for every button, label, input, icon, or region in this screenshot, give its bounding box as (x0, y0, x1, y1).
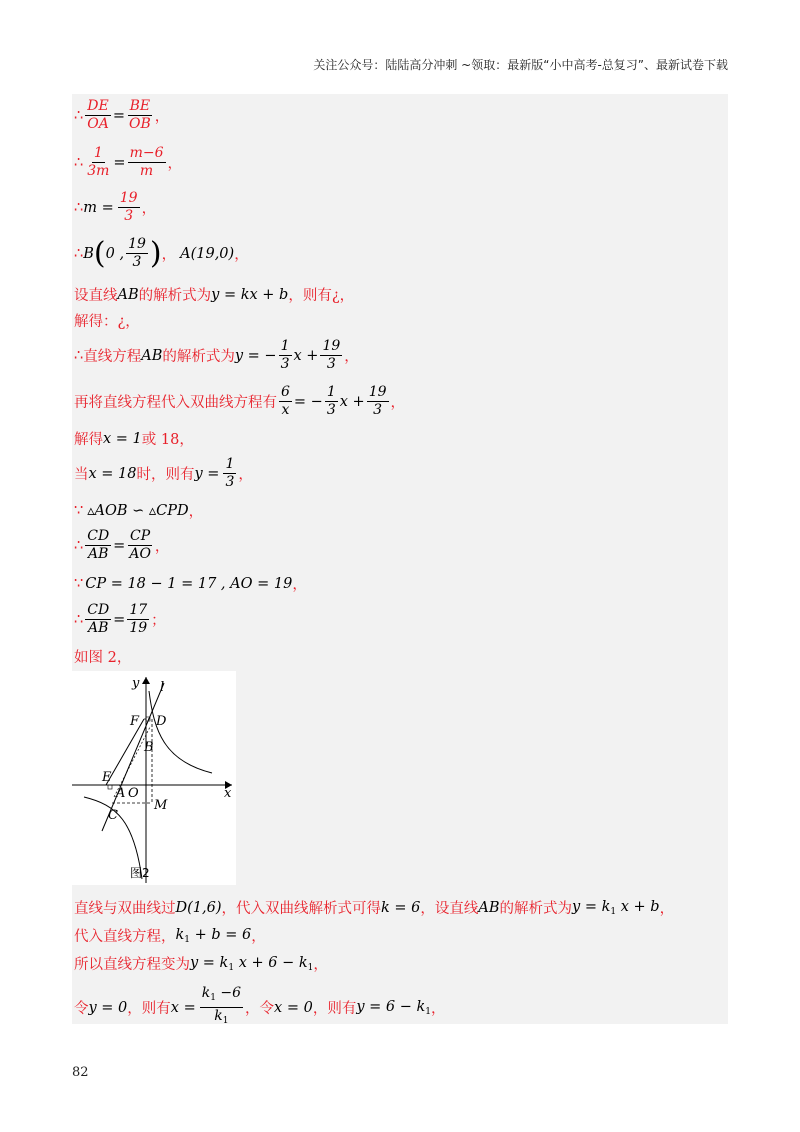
eq-line-1: ∴ $\frac{DE}{OA}$ = $\frac{BE}{OB}$ ， (74, 98, 170, 132)
label-m: M (154, 798, 168, 813)
label-e: E (102, 770, 112, 785)
eq-line-11: ∵ ▵AOB ∽ ▵CPD ， (74, 502, 204, 520)
eq-line-3: ∴ m = $\frac{19}{3}$ ， (74, 190, 157, 224)
label-a: A (116, 786, 126, 801)
fraction-k1-6-k1: $\frac{k_1 -6}{k_1}$ (201, 985, 242, 1026)
eq-line-12: ∴ $\frac{CD}{AB}$ = $\frac{CP}{AO}$ ， (74, 528, 170, 562)
label-x: x (224, 786, 232, 801)
fraction-1-3-c: $\frac{1}{3}$ (225, 456, 235, 490)
fraction-m6-m: $\frac{m-6}{m}$ (129, 145, 164, 179)
page-header: 关注公众号：陆陆高分冲刺 ~领取：最新版“小中高考-总复习”、最新试卷下载 (313, 58, 728, 72)
hyperbola-branch-1 (149, 691, 212, 773)
label-b: B (144, 740, 154, 755)
fraction-de-oa: $\frac{DE}{OA}$ (87, 98, 109, 132)
eq-line-9: 解得 x = 1 或 18， (74, 430, 194, 448)
fraction-19-3-c: $\frac{19}{3}$ (322, 338, 341, 372)
fraction-1-3-b: $\frac{1}{3}$ (326, 384, 336, 418)
eq-line-8: 再将直线方程代入双曲线方程有 $\frac{6}{x}$ = − $\frac{1}{3}$ x + $\frac{19}{3}$ ， (74, 384, 406, 418)
page-number: 82 (72, 1065, 89, 1080)
fraction-17-19: $\frac{17}{19}$ (129, 602, 148, 636)
fraction-be-ob: $\frac{BE}{OB}$ (128, 98, 151, 132)
label-f: F (130, 714, 140, 729)
fraction-19-3-b: $\frac{19}{3}$ (128, 236, 146, 270)
fraction-1-3m: $\frac{1}{3m}$ (87, 145, 110, 179)
eq-line-4: ∴ B ( 0 , $\frac{19}{3}$ ) ， A(19,0) ， (74, 235, 249, 271)
eq-line-14: ∴ $\frac{CD}{AB}$ = $\frac{17}{19}$ ； (74, 602, 166, 636)
figure-2 (72, 671, 236, 885)
label-c: C (108, 808, 118, 823)
fraction-cd-ab: $\frac{CD}{AB}$ (87, 528, 110, 562)
eq-line-7: ∴ 直线方程 AB 的解析式为 y = − $\frac{1}{3}$ x + $\frac{19}{3}$ ， (74, 338, 359, 372)
label-y: y (132, 676, 140, 691)
fraction-6-x: $\frac{6}{x}$ (281, 384, 290, 418)
fraction-cp-ao: $\frac{CP}{AO}$ (129, 528, 151, 562)
label-l: l (160, 680, 165, 695)
right-angle-e (108, 785, 112, 789)
fraction-1-3: $\frac{1}{3}$ (280, 338, 290, 372)
label-o: O (128, 786, 139, 801)
eq-line-10: 当 x = 18 时，则有 y = $\frac{1}{3}$ ， (74, 456, 253, 490)
fraction-19-3-d: $\frac{19}{3}$ (368, 384, 387, 418)
fraction-19-3: $\frac{19}{3}$ (119, 190, 138, 224)
eq-line-17: 直线与双曲线过 D(1,6) ，代入双曲线解析式可得 k = 6 ，设直线 AB 的解析式为 $y = k_1$ x + b ， (74, 898, 675, 917)
eq-line-13: ∵ CP = 18 − 1 = 17 , AO = 19 ， (74, 575, 307, 593)
eq-line-6: 解得：¿， (74, 314, 140, 330)
eq-line-2: ∴ $\frac{1}{3m}$ = $\frac{m-6}{m}$ ， (74, 145, 182, 179)
y-axis-arrow (142, 677, 150, 684)
therefore-symbol: ∴ (74, 107, 84, 124)
eq-line-16: 如图 2， (74, 650, 132, 666)
eq-line-5: 设直线 AB 的解析式为 y = kx + b ，则有¿， (74, 286, 355, 304)
figure-2-svg (72, 671, 236, 885)
eq-line-20: 令 y = 0 ，则有 x = $\frac{k_1 -6}{k_1}$ ，令 x = 0 ，则有 $y = 6 - k_1$ ， (74, 985, 446, 1030)
label-d: D (156, 714, 167, 729)
eq-line-18: 代入直线方程， $k_1 + b = 6$ ， (74, 926, 266, 945)
figure-caption: 图2 (130, 866, 150, 880)
fraction-cd-ab-b: $\frac{CD}{AB}$ (87, 602, 110, 636)
eq-line-19: 所以直线方程变为 $y = k_1$ $x + 6 - k_1$ ， (74, 954, 328, 973)
